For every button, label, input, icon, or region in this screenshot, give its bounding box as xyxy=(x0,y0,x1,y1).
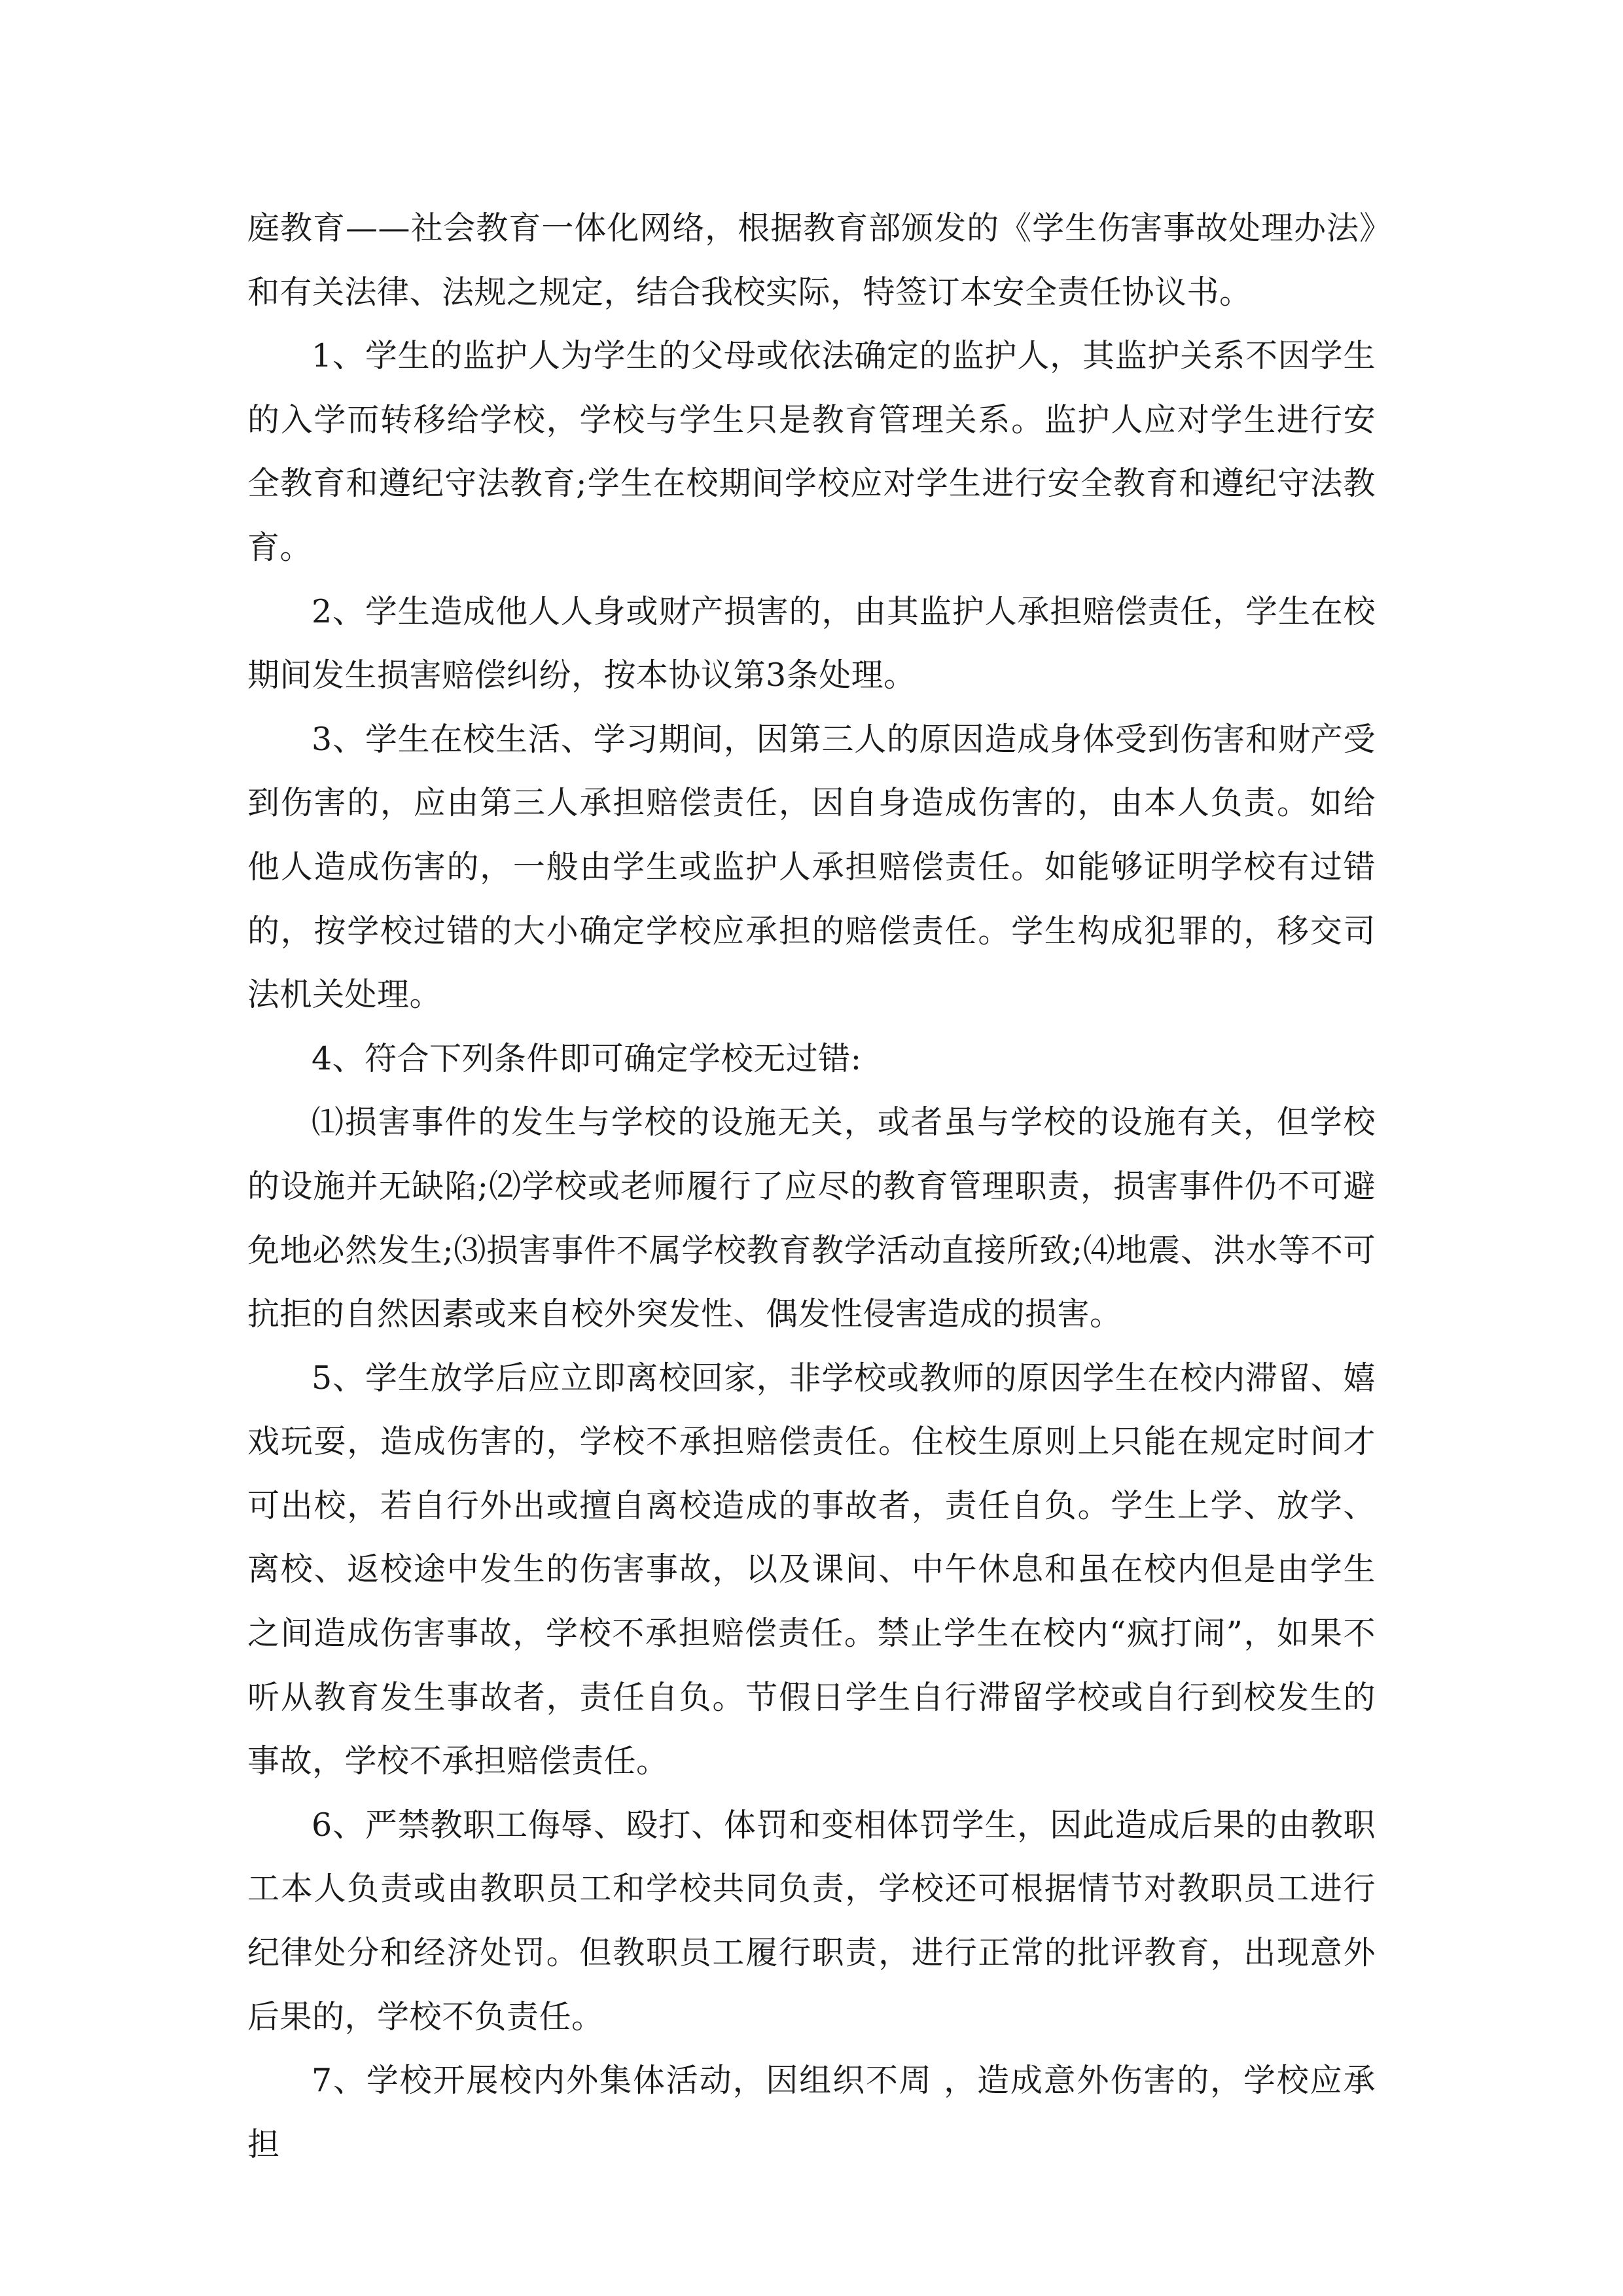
paragraph-clause-4: 4、符合下列条件即可确定学校无过错: xyxy=(312,1039,862,1077)
paragraph-clause-2: 2、学生造成他人人身或财产损害的，由其监护人承担赔偿责任，学生在校期间发生损害赔偿纠纷，按本协议第3条处理。 xyxy=(247,592,1376,694)
paragraph-clause-4-conditions: ⑴损害事件的发生与学校的设施无关，或者虽与学校的设施有关，但学校的设施并无缺陷;⑵学校或老师履行了应尽的教育管理职责，损害事件仍不可避免地必然发生;⑶损害事件不属学校教育教学活动直接所致;⑷地震、洪水等不可抗拒的自然因素或来自校外突发性、偶发性侵害造成的损害。 xyxy=(247,1103,1376,1333)
document-body xyxy=(247,196,1376,2176)
paragraph-clause-6: 6、严禁教职工侮辱、殴打、体罚和变相体罚学生，因此造成后果的由教职工本人负责或由教职员工和学校共同负责，学校还可根据情节对教职员工进行纪律处分和经济处罚。但教职员工履行职责，进行正常的批评教育，出现意外后果的，学校不负责任。 xyxy=(247,1806,1376,2036)
paragraph-clause-3: 3、学生在校生活、学习期间，因第三人的原因造成身体受到伤害和财产受到伤害的，应由第三人承担赔偿责任，因自身造成伤害的，由本人负责。如给他人造成伤害的，一般由学生或监护人承担赔偿责任。如能够证明学校有过错的，按学校过错的大小确定学校应承担的赔偿责任。学生构成犯罪的，移交司法机关处理。 xyxy=(247,720,1376,1014)
paragraph-continuation: 庭教育——社会教育一体化网络，根据教育部颁发的《学生伤害事故处理办法》和有关法律、法规之规定，结合我校实际，特签订本安全责任协议书。 xyxy=(247,209,1376,311)
paragraph-clause-5: 5、学生放学后应立即离校回家，非学校或教师的原因学生在校内滞留、嬉戏玩耍，造成伤害的，学校不承担赔偿责任。住校生原则上只能在规定时间才可出校，若自行外出或擅自离校造成的事故者，责任自负。学生上学、放学、离校、返校途中发生的伤害事故，以及课间、中午休息和虽在校内但是由学生之间造成伤害事故，学校不承担赔偿责任。禁止学生在校内“疯打闹”，如果不听从教育发生事故者，责任自负。节假日学生自行滞留学校或自行到校发生的事故，学校不承担赔偿责任。 xyxy=(247,1359,1376,1780)
paragraph-clause-7: 7、学校开展校内外集体活动，因组织不周 ，造成意外伤害的，学校应承担 xyxy=(247,2062,1376,2163)
paragraph-clause-1: 1、学生的监护人为学生的父母或依法确定的监护人，其监护关系不因学生的入学而转移给学校，学校与学生只是教育管理关系。监护人应对学生进行安全教育和遵纪守法教育;学生在校期间学校应对学生进行安全教育和遵纪守法教育。 xyxy=(247,337,1376,566)
